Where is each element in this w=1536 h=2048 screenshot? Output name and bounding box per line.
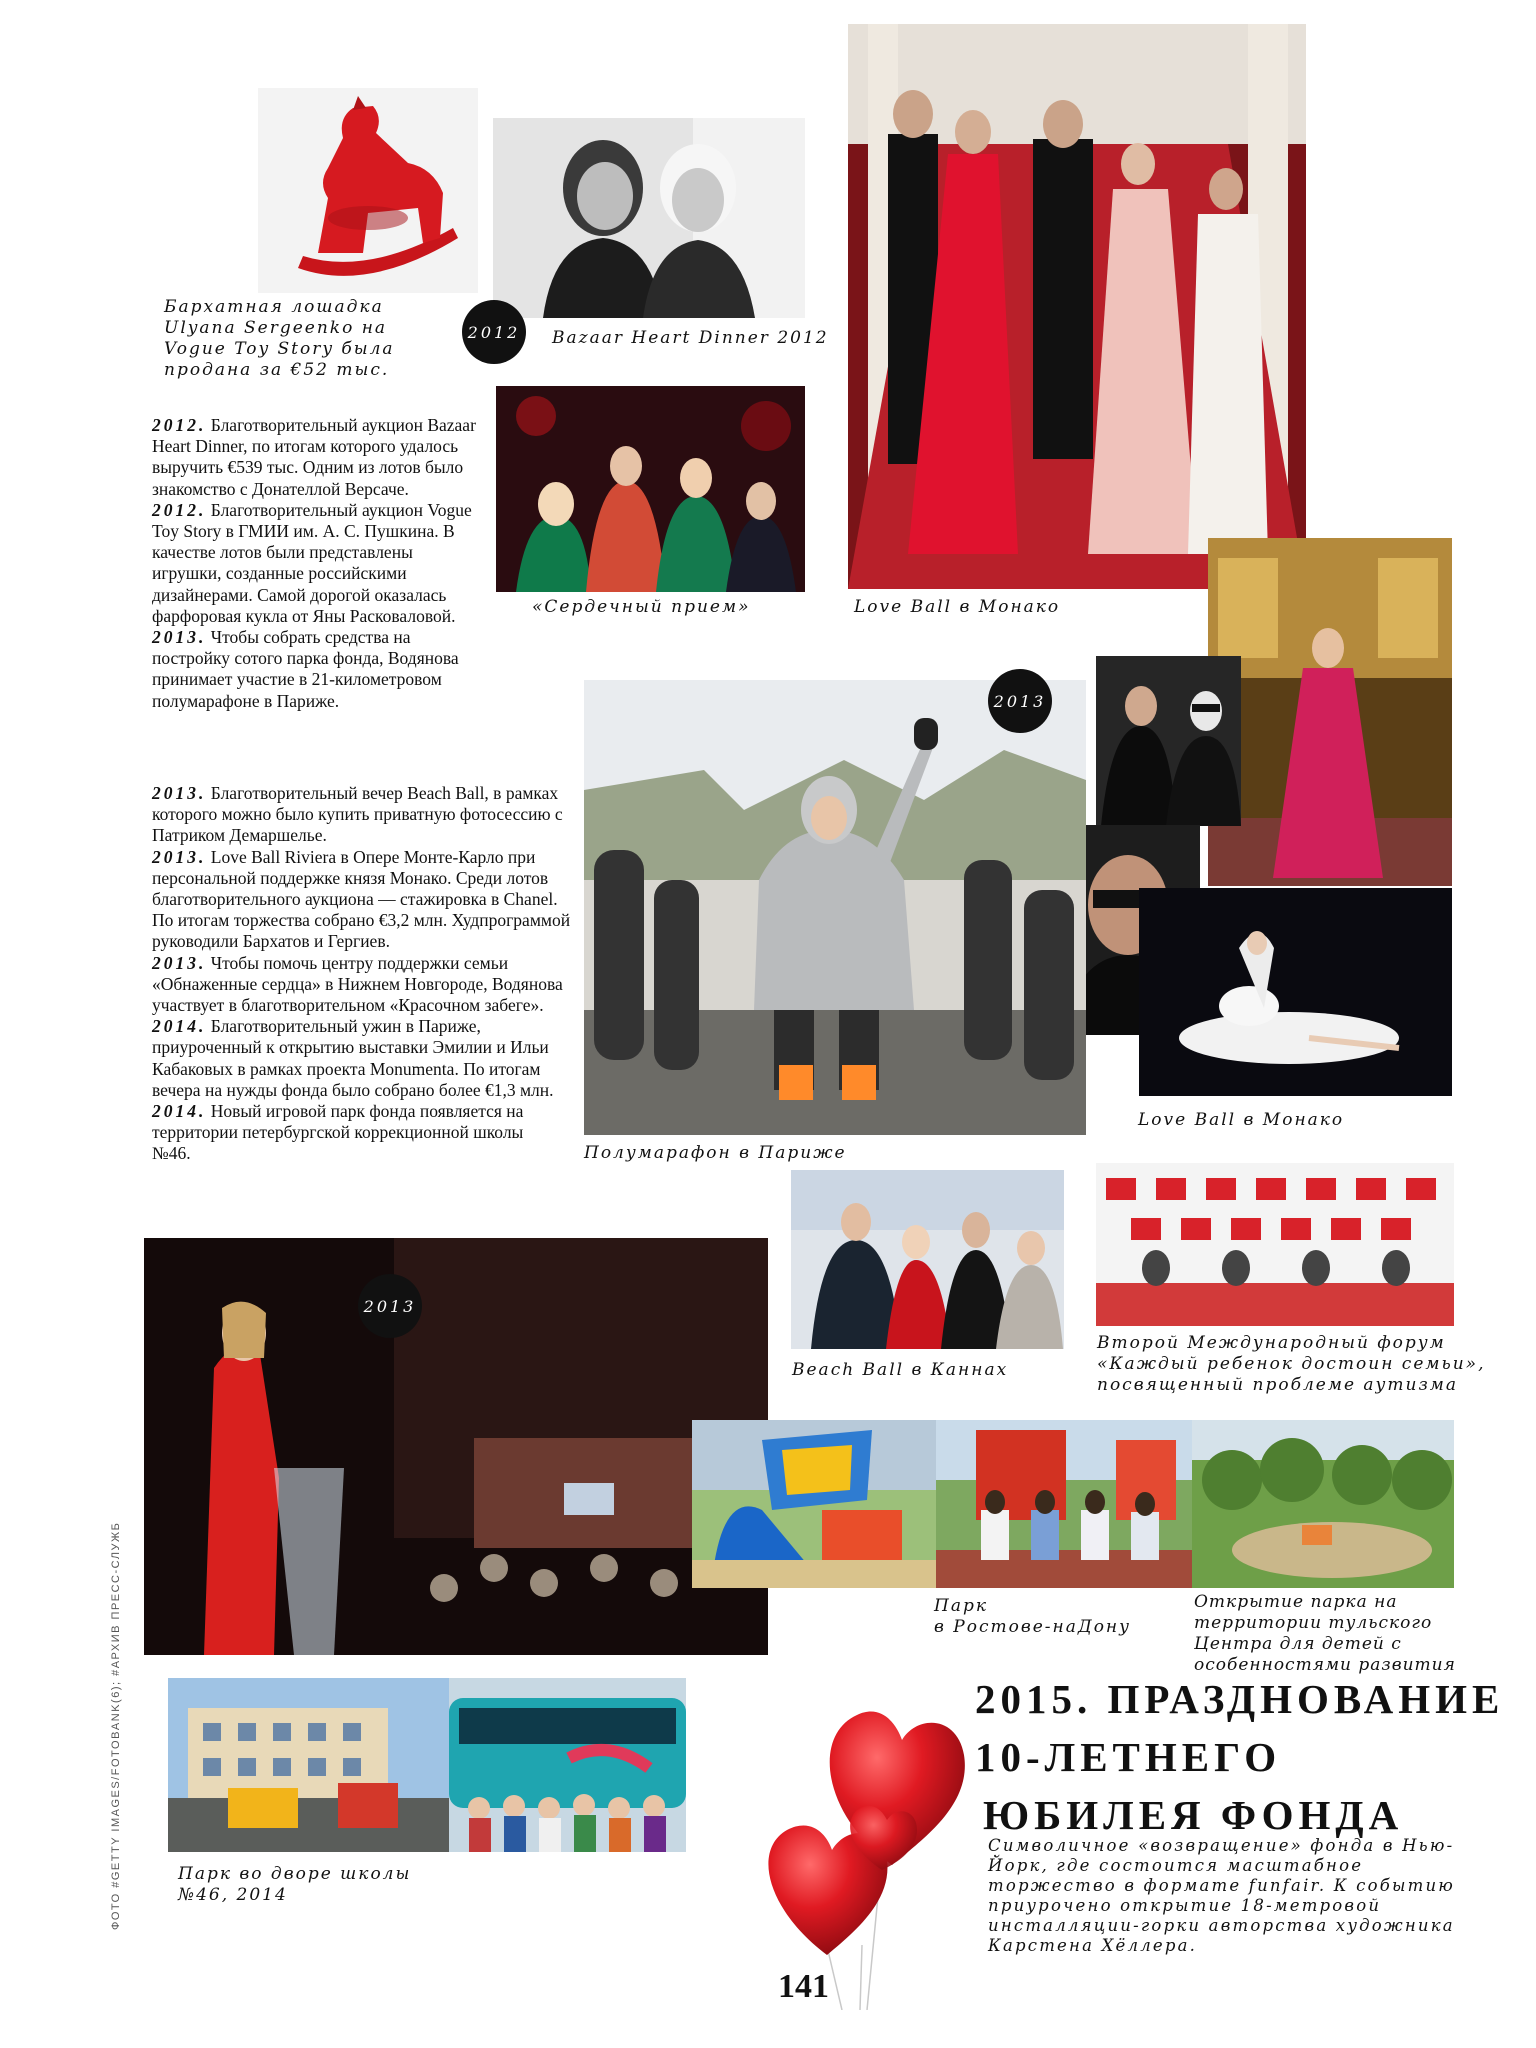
- page-number: 141: [778, 1968, 829, 2005]
- photo-gala-speech: [144, 1238, 768, 1655]
- caption-heart-reception: «Сердечный прием»: [532, 597, 751, 617]
- photo-school-playground: [168, 1678, 449, 1852]
- caption-autism-forum-line: «Каждый ребенок достоин семьи»,: [1097, 1354, 1486, 1374]
- year-badge-2012: 2012: [462, 300, 526, 364]
- timeline-entry: 2014. Благотворительный ужин в Париже, приуроченный к открытию выставки Эмилии и Ильи Кабаковых в рамках проекта Monumenta. По итогам вечера на нужды фонда было собрано более €1,3 млн.: [152, 1016, 554, 1100]
- timeline-entry: 2013. Чтобы собрать средства на постройку сотого парка фонда, Водянова принимает участие в 21-километровом полумарафоне в Париже.: [152, 627, 459, 711]
- caption-park-rostov-line: Парк: [934, 1596, 988, 1616]
- photo-beach-ball-cannes: [791, 1170, 1064, 1349]
- photo-love-ball-monaco-stairs: [848, 24, 1306, 589]
- caption-love-ball-monaco-top: Love Ball в Монако: [854, 597, 1061, 617]
- section-lead: Символичное «возвращение» фонда в Нью-Йорк, где состоится масштабное торжество в формате funfair. К событию приурочено открытие 18-метровой инсталляции-горки авторства художника Карстена Хёллера.: [988, 1836, 1456, 1955]
- photo-rocking-horse: [258, 88, 478, 293]
- photo-park-tula: [1192, 1420, 1454, 1588]
- caption-park-tula: Открытие парка на территории тульского Центра для детей с особенностями развития: [1194, 1592, 1456, 1675]
- caption-rocking-horse: Бархатная лошадка Ulyana Sergeenko на Vogue Toy Story была продана за €52 тыс.: [164, 297, 395, 380]
- year-badge-2013-marathon: 2013: [988, 669, 1052, 733]
- section-title-line: 10-ЛЕТНЕГО: [975, 1734, 1282, 1780]
- heart-balloons-illustration: [732, 1655, 972, 2010]
- timeline-block-2: [152, 783, 572, 1165]
- timeline-entry: 2013. Благотворительный вечер Beach Ball, в рамках которого можно было купить приватную фотосессию с Патриком Демаршелье.: [152, 783, 563, 846]
- photo-bazaar-heart-dinner: [493, 118, 805, 318]
- photo-guests-black-white: [1096, 656, 1241, 826]
- caption-school-park-line: Парк во дворе школы: [178, 1864, 412, 1884]
- caption-love-ball-monaco-right: Love Ball в Монако: [1138, 1110, 1345, 1130]
- caption-park-rostov-line: в Ростове-наДону: [934, 1617, 1131, 1637]
- timeline-entry: 2012. Благотворительный аукцион Bazaar Heart Dinner, по итогам которого удалось выручить €539 тыс. Одним из лотов было знакомство с Донателлой Версаче.: [152, 415, 476, 499]
- caption-beach-ball-cannes: Beach Ball в Каннах: [792, 1360, 1009, 1380]
- caption-school-park: [178, 1864, 411, 1906]
- photo-autism-forum: [1096, 1163, 1454, 1326]
- year-badge-2013-gala: 2013: [358, 1274, 422, 1338]
- caption-park-rostov: [934, 1596, 1131, 1638]
- caption-autism-forum-line: посвященный проблеме аутизма: [1097, 1375, 1458, 1395]
- section-title: [975, 1670, 1504, 1844]
- timeline-entry: 2012. Благотворительный аукцион Vogue Toy Story в ГМИИ им. А. С. Пушкина. В качестве лотов были представлены игрушки, созданные российскими дизайнерами. Самой дорогой оказалась фарфоровая кукла от Яны Расковаловой.: [152, 499, 472, 626]
- caption-autism-forum: [1097, 1333, 1485, 1396]
- photo-love-ball-opera: [1208, 538, 1452, 886]
- timeline-block-1: [152, 415, 484, 712]
- photo-half-marathon-paris: [584, 680, 1086, 1135]
- photo-bus-group: [449, 1678, 686, 1852]
- timeline-entry: 2013. Чтобы помочь центру поддержки семьи «Обнаженные сердца» в Нижнем Новгороде, Водянова участвует в благотворительном «Красочном забеге».: [152, 952, 563, 1016]
- caption-half-marathon: Полумарафон в Париже: [584, 1143, 847, 1163]
- photo-ballet-swan: [1139, 888, 1452, 1096]
- caption-bazaar-heart-dinner: Bazaar Heart Dinner 2012: [552, 328, 829, 348]
- timeline-entry: 2014. Новый игровой парк фонда появляется на территории петербургской коррекционной школы №46.: [152, 1101, 524, 1164]
- caption-school-park-line: №46, 2014: [178, 1885, 288, 1905]
- photo-park-rostov: [692, 1420, 936, 1588]
- section-title-line: 2015. ПРАЗДНОВАНИЕ: [975, 1676, 1505, 1722]
- caption-autism-forum-line: Второй Международный форум: [1097, 1333, 1446, 1353]
- timeline-entry: 2013. Love Ball Riviera в Опере Монте-Карло при персональной поддержке князя Монако. Среди лотов благотворительного аукциона — стажировка в Chanel. По итогам торжества собрано €3,2 млн. Худпрограммой руководили Бархатов и Гергиев.: [152, 846, 571, 952]
- photo-heart-reception: [496, 386, 805, 592]
- photo-park-children: [936, 1420, 1192, 1588]
- photo-credit: ФОТО #GETTY IMAGES/FOTOBANK(6); #АРХИВ ПРЕСС-СЛУЖБ: [110, 1521, 122, 1930]
- section-title-line: ЮБИЛЕЯ ФОНДА: [983, 1792, 1404, 1838]
